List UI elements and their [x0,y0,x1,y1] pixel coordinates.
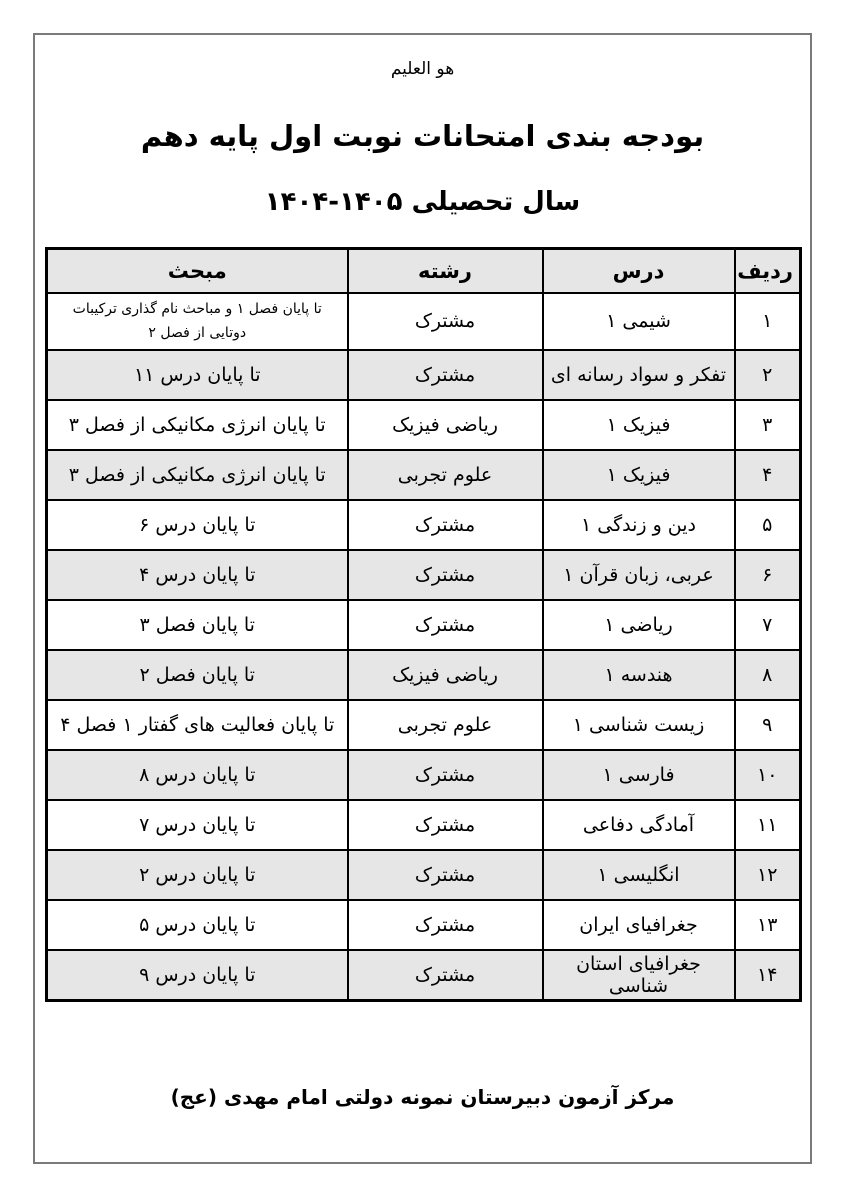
table-row [47,800,801,850]
cell-topic: تا پایان فصل ۱ و مباحث نام گذاری ترکیبات دوتایی از فصل ۲ [47,293,348,350]
exam-budget-table [45,247,802,1002]
cell-row-number: ۶ [735,550,801,600]
cell-lesson: شیمی ۱ [543,293,735,350]
cell-row-number: ۲ [735,350,801,400]
table-row [47,850,801,900]
table-header [47,249,801,293]
cell-topic: تا پایان درس ۶ [47,500,348,550]
cell-field: مشترک [348,950,543,1001]
cell-lesson: فارسی ۱ [543,750,735,800]
cell-topic: تا پایان انرژی مکانیکی از فصل ۳ [47,400,348,450]
cell-topic: تا پایان درس ۹ [47,950,348,1001]
cell-field: مشترک [348,350,543,400]
cell-row-number: ۹ [735,700,801,750]
cell-row-number: ۱ [735,293,801,350]
cell-topic: تا پایان فصل ۳ [47,600,348,650]
bismillah-text: هو العلیم [390,59,455,79]
cell-topic: تا پایان فصل ۲ [47,650,348,700]
cell-field: علوم تجربی [348,450,543,500]
cell-row-number: ۱۱ [735,800,801,850]
cell-field: مشترک [348,600,543,650]
cell-field: مشترک [348,900,543,950]
table-row [47,950,801,1001]
cell-field: ریاضی فیزیک [348,400,543,450]
footer-text: مرکز آزمون دبیرستان نمونه دولتی امام مهدی (عج) [170,1085,675,1109]
exam-table-body [47,293,801,1001]
cell-lesson: ریاضی ۱ [543,600,735,650]
cell-lesson: آمادگی دفاعی [543,800,735,850]
table-row [47,650,801,700]
header-lesson: درس [543,249,735,293]
page-subtitle: سال تحصیلی ۱۴۰۵-۱۴۰۴ [264,187,581,217]
page-title: بودجه بندی امتحانات نوبت اول پایه دهم [140,119,705,153]
cell-topic: تا پایان درس ۵ [47,900,348,950]
cell-row-number: ۱۲ [735,850,801,900]
table-row [47,700,801,750]
table-row [47,400,801,450]
cell-row-number: ۸ [735,650,801,700]
cell-lesson: هندسه ۱ [543,650,735,700]
table-row [47,350,801,400]
cell-lesson: عربی، زبان قرآن ۱ [543,550,735,600]
cell-field: علوم تجربی [348,700,543,750]
cell-topic: تا پایان انرژی مکانیکی از فصل ۳ [47,450,348,500]
cell-row-number: ۱۳ [735,900,801,950]
cell-row-number: ۱۴ [735,950,801,1001]
table-row [47,750,801,800]
cell-lesson: جغرافیای ایران [543,900,735,950]
table-header-row [47,249,801,293]
cell-topic: تا پایان درس ۲ [47,850,348,900]
cell-field: مشترک [348,550,543,600]
cell-row-number: ۳ [735,400,801,450]
table-row [47,500,801,550]
cell-field: مشترک [348,293,543,350]
cell-topic: تا پایان فعالیت های گفتار ۱ فصل ۴ [47,700,348,750]
header-row-number: ردیف [735,249,801,293]
cell-topic: تا پایان درس ۴ [47,550,348,600]
table-row [47,450,801,500]
cell-lesson: زیست شناسی ۱ [543,700,735,750]
cell-lesson: انگلیسی ۱ [543,850,735,900]
cell-lesson: جغرافیای استان شناسی [543,950,735,1001]
cell-row-number: ۴ [735,450,801,500]
cell-lesson: فیزیک ۱ [543,450,735,500]
table-row [47,293,801,350]
table-row [47,600,801,650]
table-row [47,550,801,600]
cell-topic: تا پایان درس ۷ [47,800,348,850]
cell-lesson: فیزیک ۱ [543,400,735,450]
cell-row-number: ۱۰ [735,750,801,800]
cell-field: مشترک [348,850,543,900]
cell-field: مشترک [348,750,543,800]
document-page [33,33,812,1164]
header-field: رشته [348,249,543,293]
cell-lesson: دین و زندگی ۱ [543,500,735,550]
cell-row-number: ۷ [735,600,801,650]
cell-field: مشترک [348,500,543,550]
cell-row-number: ۵ [735,500,801,550]
cell-topic: تا پایان درس ۱۱ [47,350,348,400]
cell-field: مشترک [348,800,543,850]
cell-field: ریاضی فیزیک [348,650,543,700]
cell-topic: تا پایان درس ۸ [47,750,348,800]
cell-lesson: تفکر و سواد رسانه ای [543,350,735,400]
header-topic: مبحث [47,249,348,293]
table-row [47,900,801,950]
